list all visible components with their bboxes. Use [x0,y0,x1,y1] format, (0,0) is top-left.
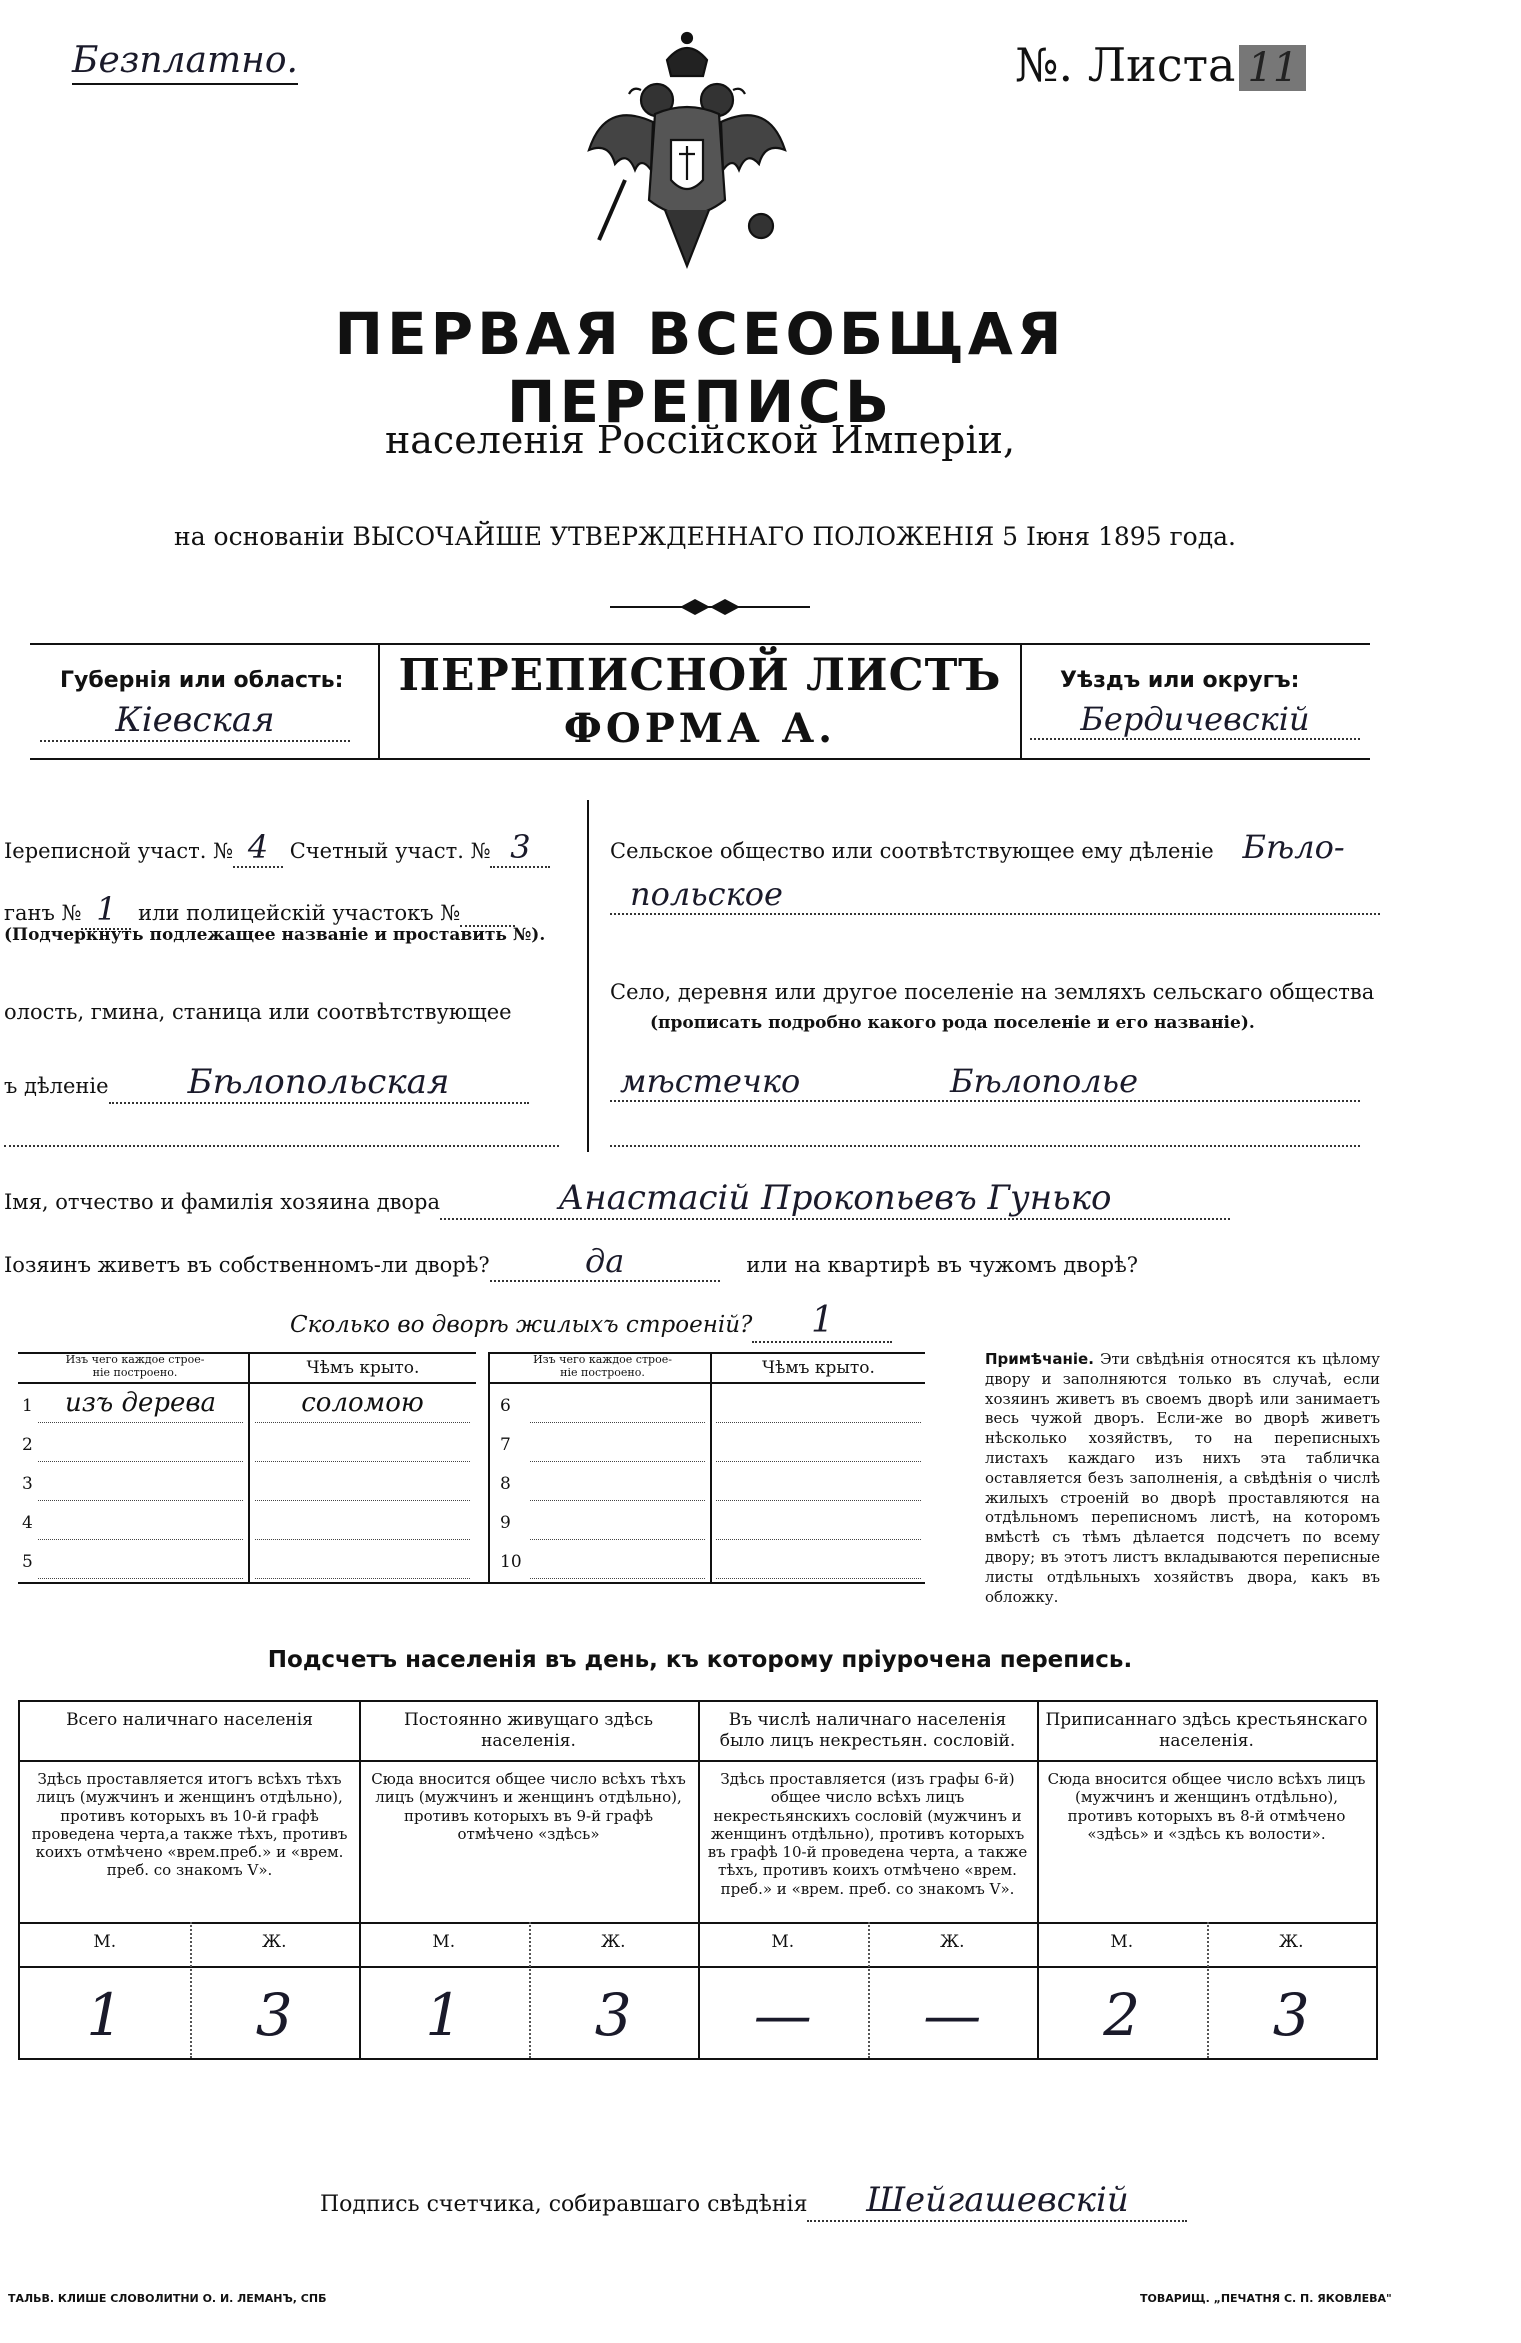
note-text: Эти свѣдѣнія относятся къ цѣлому двору и заполняются только въ случаѣ, если хозяинъ живетъ въ своемъ дворѣ или занимаетъ весь чужой дворъ. Если-же во дворѣ живетъ нѣсколько хозяйствъ, то на переписныхъ листахъ каждаго изъ нихъ эта табличка оставляется безъ заполненія, а свѣдѣнія о числѣ жилыхъ строеній во дворѣ проставляются на отдѣльномъ переписномъ листѣ, на которомъ вмѣстѣ съ тѣмъ дѣлается подсчетъ по всему двору; въ этотъ листъ вкладываются переписные листы отдѣльныхъ хозяйствъ двора, какъ въ обложку. [985,1350,1380,1606]
imperial-eagle-emblem [575,30,800,280]
buildings-left-col2-header: Чѣмъ крыто. [306,1358,420,1378]
sheet-number [1015,38,1306,92]
police-value [460,901,515,927]
population-m-header: М. [93,1932,117,1952]
population-f-value: 3 [1272,1981,1310,2049]
population-col-title: Постоянно живущаго здѣсь населенія. [403,1710,654,1751]
building-roof [716,1388,921,1423]
building-row-number: 3 [22,1474,33,1494]
stan-value: 1 [81,890,131,930]
building-row-number: 2 [22,1435,33,1455]
buildings-row [290,1300,892,1343]
owner-name-label: Імя, отчество и фамилія хозяина двора [4,1190,440,1214]
decree-basis: на основаніи ВЫСОЧАЙШЕ УТВЕРЖДЕННАГО ПОЛОЖЕНІЯ 5 Іюня 1895 года. [174,522,1236,551]
footer-right: ТОВАРИЩ. „ПЕЧАТНЯ С. П. ЯКОВЛЕВА" [1140,2292,1392,2305]
population-m-value: 1 [86,1981,124,2049]
building-row-number: 8 [500,1474,511,1494]
population-m-value: 1 [425,1981,463,2049]
building-row-number: 4 [22,1513,33,1533]
police-label: или полицейскій участокъ № [138,901,461,925]
ornament-divider [610,596,810,618]
counting-section-label: Счетный участ. № [289,839,491,863]
village-note: (прописать подробно какого рода поселеніе и его названіе). [650,1013,1255,1033]
society-value-2: польское [610,875,1380,915]
owner-name-row [4,1178,1230,1220]
footer-left: ТАЛЬВ. КЛИШЕ СЛОВОЛИТНИ О. И. ЛЕМАНЪ, СПБ [8,2292,327,2305]
village-extra-line [610,1125,1360,1147]
stan-label: ганъ № [4,901,82,925]
village-label: Село, деревня или другое поселеніе на земляхъ сельскаго общества [610,980,1375,1004]
building-roof [716,1466,921,1501]
note-heading: Примѣчаніе. [985,1350,1094,1368]
signature-row [320,2180,1187,2222]
society-label: Сельское общество или соотвѣтствующее ему дѣленіе [610,839,1214,863]
population-col-title: Въ числѣ наличнаго населенія было лицъ некрестьян. сословій. [719,1710,1016,1751]
building-roof [255,1505,470,1540]
free-label: Безплатно. [72,40,298,85]
rent-label: или на квартирѣ въ чужомъ дворѣ? [746,1253,1139,1277]
section-vertical-divider [587,800,589,1152]
building-material [38,1427,243,1462]
building-material: изъ дерева [38,1388,243,1423]
census-section-label: Іереписной участ. № [4,839,234,863]
population-f-header: Ж. [939,1932,965,1952]
buildings-left-col1-header: Изъ чего каждое строе- ніе построено. [65,1353,205,1379]
population-table [18,1700,1378,2060]
population-m-value: — [753,1981,812,2049]
population-f-header: Ж. [261,1932,287,1952]
form-subtitle: ФОРМА А. [563,705,837,752]
village-kind: мѣстечко [620,1062,801,1100]
owner-name-value: Анастасій Прокопьевъ Гунько [440,1178,1230,1220]
building-material [530,1505,705,1540]
main-title: ПЕРВАЯ ВСЕОБЩАЯ ПЕРЕПИСЬ [334,300,1066,436]
population-col-title: Всего наличнаго населенія [66,1710,313,1730]
population-col-title: Приписаннаго здѣсь крестьянскаго населенія. [1045,1710,1368,1751]
signature-label: Подпись счетчика, собиравшаго свѣдѣнія [320,2192,808,2217]
population-col-description: Сюда вносится общее число всѣхъ тѣхъ лицъ (мужчинъ и женщинъ отдѣльно), противъ которыхъ въ 9-й графѣ отмѣчено «здѣсь» [371,1770,686,1843]
village-name: Бѣлополье [950,1062,1138,1100]
volost-row [4,1062,529,1104]
building-row-number: 1 [22,1396,33,1416]
census-section-row [4,828,550,868]
own-yard-value: да [490,1242,720,1282]
sheet-number-value: 11 [1239,45,1306,91]
sheet-number-label: №. Листа [1015,38,1236,92]
building-material [38,1466,243,1501]
building-material [530,1427,705,1462]
population-col-description: Здѣсь проставляется (изъ графы 6-й) общее число всѣхъ лицъ некрестьянскихъ сословій (мужчинъ и женщинъ отдѣльно), противъ которыхъ въ графѣ 10-й проведена черта, а также тѣхъ, противъ коихъ отмѣчено «врем. преб.» и «врем. преб. со знакомъ V». [707,1770,1028,1898]
population-f-header: Ж. [600,1932,626,1952]
stan-row [4,890,515,930]
signature-value: Шейгашевскій [807,2180,1187,2222]
building-roof [255,1466,470,1501]
population-m-header: М. [771,1932,795,1952]
district-label: Уѣздъ или округъ: [1060,668,1300,693]
building-row-number: 5 [22,1552,33,1572]
counting-section-value: 3 [490,828,550,868]
volost-label-1: олость, гмина, станица или соотвѣтствующее [4,1000,512,1024]
own-yard-row [4,1242,1138,1282]
building-roof [716,1544,921,1579]
subtitle: населенія Россійской Имперіи, [384,418,1016,462]
society-value-1: Бѣло- [1242,828,1345,866]
building-row-number: 9 [500,1513,511,1533]
form-box-divider-left [378,643,380,758]
population-f-value: 3 [594,1981,632,2049]
own-yard-label: Іозяинъ живетъ въ собственномъ-ли дворѣ? [4,1253,490,1277]
form-box-top-rule [30,643,1370,645]
province-value: Кіевская [40,700,350,742]
form-title: ПЕРЕПИСНОЙ ЛИСТЪ [398,650,1002,701]
volost-extra-line [4,1125,559,1147]
population-f-header: Ж. [1278,1932,1304,1952]
population-col-description: Здѣсь проставляется итогъ всѣхъ тѣхъ лицъ (мужчинъ и женщинъ отдѣльно), противъ которыхъ въ 10-й графѣ проведена черта,а также тѣхъ, противъ коихъ отмѣчено «врем.преб.» и «врем. преб. со знакомъ V». [31,1770,348,1880]
building-roof: соломою [255,1388,470,1423]
building-material [38,1544,243,1579]
population-m-value: 2 [1103,1981,1141,2049]
form-box-bottom-rule [30,758,1370,760]
building-material [530,1544,705,1579]
population-col-description: Сюда вносится общее число всѣхъ лицъ (мужчинъ и женщинъ отдѣльно), противъ которыхъ въ 8-й отмѣчено «здѣсь» и «здѣсь къ волости». [1047,1770,1366,1843]
society-row [610,828,1374,866]
buildings-right-col2-header: Чѣмъ крыто. [762,1358,875,1378]
village-value-row [610,1062,1360,1102]
population-f-value: — [923,1981,982,2049]
note-block [985,1350,1380,1607]
building-material [530,1388,705,1423]
building-roof [255,1427,470,1462]
building-row-number: 7 [500,1435,511,1455]
building-roof [716,1427,921,1462]
population-heading: Подсчетъ населенія въ день, къ которому пріурочена перепись. [267,1647,1133,1673]
census-section-value: 4 [233,828,283,868]
building-roof [255,1544,470,1579]
population-f-value: 3 [255,1981,293,2049]
volost-label-2: ъ дѣленіе [4,1074,109,1098]
buildings-label: Сколько во дворѣ жилыхъ строеній? [290,1312,753,1338]
building-row-number: 6 [500,1396,511,1416]
form-box-divider-right [1020,643,1022,758]
district-value: Бердичевскій [1030,700,1360,740]
building-roof [716,1505,921,1540]
underline-note: (Подчеркнуть подлежащее названіе и проставить №). [4,925,546,945]
province-label: Губернія или область: [60,668,344,693]
buildings-value: 1 [752,1300,892,1343]
buildings-right-col1-header: Изъ чего каждое строе- ніе построено. [533,1353,672,1379]
volost-value: Бѣлопольская [109,1062,529,1104]
population-m-header: М. [1110,1932,1134,1952]
building-material [38,1505,243,1540]
building-material [530,1466,705,1501]
population-m-header: М. [432,1932,456,1952]
building-row-number: 10 [500,1552,522,1572]
